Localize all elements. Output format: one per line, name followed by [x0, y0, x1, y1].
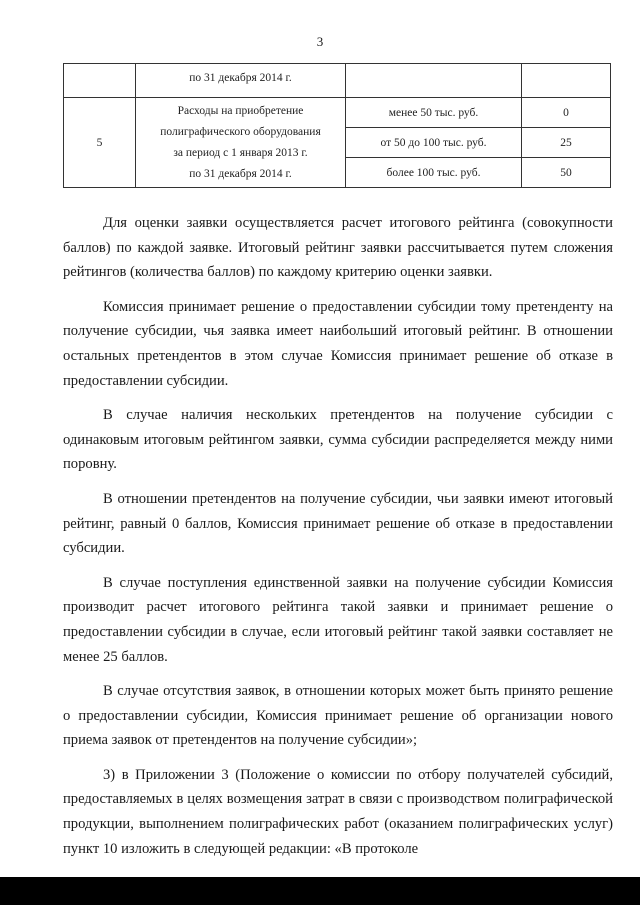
range-cell: от 50 до 100 тыс. руб. [346, 128, 522, 158]
row-number-cell [64, 64, 136, 98]
table-row [64, 98, 611, 128]
body-text [63, 211, 613, 861]
paragraph: Для оценки заявки осуществляется расчет итогового рейтинга (совокупности баллов) по каждой заявке. Итоговый рейтинг заявки рассчитывается путем сложения рейтингов (количества баллов) по каждому критерию оценки заявки. [63, 215, 613, 281]
score-cell: 50 [522, 158, 611, 188]
score-cell: 25 [522, 128, 611, 158]
criteria-table [63, 63, 611, 188]
range-cell [346, 64, 522, 98]
paragraph: В отношении претендентов на получение субсидии, чьи заявки имеют итоговый рейтинг, равный 0 баллов, Комиссия принимает решение об отказе в предоставлении субсидии. [63, 490, 613, 557]
paragraph: Комиссия принимает решение о предоставлении субсидии тому претенденту на получение субсидии, чья заявка имеет наибольший итоговый рейтинг. В отношении остальных претендентов в этом случае Комиссия принимает решение об отказе в предоставлении субсидии. [63, 298, 613, 389]
paragraph: В случае поступления единственной заявки на получение субсидии Комиссия производит расчет итогового рейтинга такой заявки и принимает решение о предоставлении субсидии в случае, если итоговый рейтинг такой заявки составляет не менее 25 баллов. [63, 574, 613, 665]
criterion-line: Расходы на приобретение [177, 104, 304, 117]
criterion-line: за период с 1 января 2013 г. [173, 146, 308, 159]
paragraph: В случае наличия нескольких претендентов на получение субсидии с одинаковым итоговым рейтингом заявки, сумма субсидии распределяется между ними поровну. [63, 407, 613, 473]
paragraph: 3) в Приложении 3 (Положение о комиссии по отбору получателей субсидий, предоставляемых в целях возмещения затрат в связи с производством полиграфической продукции, выполнением полиграфических работ (оказанием полиграфических услуг) пункт 10 изложить в следующей редакции: «В протоколе [63, 766, 613, 857]
scan-border [0, 877, 640, 905]
score-cell [522, 64, 611, 98]
criterion-line: по 31 декабря 2014 г. [189, 167, 292, 180]
criterion-cell [136, 98, 346, 188]
page-number: 3 [316, 34, 324, 49]
range-cell: менее 50 тыс. руб. [346, 98, 522, 128]
criterion-cell: по 31 декабря 2014 г. [136, 64, 346, 98]
table-row [64, 64, 611, 98]
criterion-line: полиграфического оборудования [160, 125, 321, 138]
score-cell: 0 [522, 98, 611, 128]
range-cell: более 100 тыс. руб. [346, 158, 522, 188]
paragraph: В случае отсутствия заявок, в отношении которых может быть принято решение о предоставлении субсидии, Комиссия принимает решение об организации нового приема заявок от претендентов на получение субсидии»; [63, 683, 613, 749]
row-number-cell: 5 [64, 98, 136, 188]
